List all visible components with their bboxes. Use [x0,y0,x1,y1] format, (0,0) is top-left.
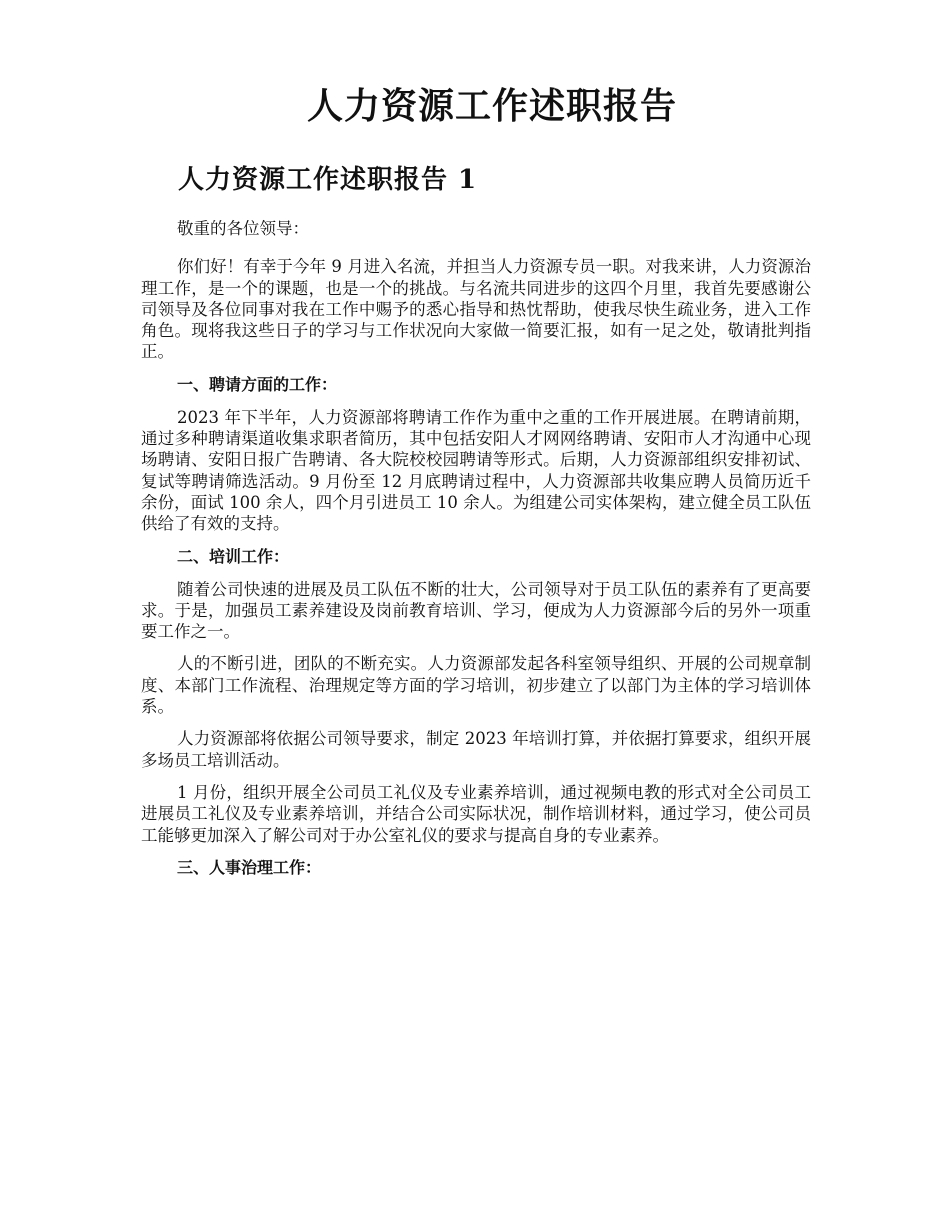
document-title: 人力资源工作述职报告 [306,85,677,127]
heading-training: 二、培训工作： [177,546,290,566]
salutation: 敬重的各位领导： [177,219,309,238]
recruitment-paragraph: 2023 年下半年，人力资源部将聘请工作作为重中之重的工作开展进展。在聘请前期，通过多种聘请渠道收集求职者简历，其中包括安阳人才网网络聘请、安阳市人才沟通中心现场聘请、安阳日报广告聘请、各大院校校园聘请等形式。后期，人力资源部组织安排初试、复试等聘请筛选活动。9 月份至 12 月底聘请过程中，人力资源部共收集应聘人员简历近千余份，面试 100 余人，四个月引进员工 10 余人。为组建公司实体架构，建立健全员工队伍供给了有效的支持。 [141,407,811,534]
training-paragraph-2: 人的不断引进，团队的不断充实。人力资源部发起各科室领导组织、开展的公司规章制度、本部门工作流程、治理规定等方面的学习培训，初步建立了以部门为主体的学习培训体系。 [141,654,811,717]
section-title: 人力资源工作述职报告 1 [178,165,478,195]
training-paragraph-1: 随着公司快速的进展及员工队伍不断的壮大，公司领导对于员工队伍的素养有了更高要求。于是，加强员工素养建设及岗前教育培训、学习，便成为人力资源部今后的另外一项重要工作之一。 [141,579,811,642]
heading-recruitment: 一、聘请方面的工作： [177,374,338,394]
document-body [141,218,811,890]
intro-paragraph: 你们好！有幸于今年 9 月进入名流，并担当人力资源专员一职。对我来讲，人力资源治理工作，是一个的课题，也是一个的挑战。与名流共同进步的这四个月里，我首先要感谢公司领导及各位同事对我在工作中赐予的悉心指导和热忱帮助，使我尽快生疏业务，进入工作角色。现将我这些日子的学习与工作状况向大家做一简要汇报，如有一足之处，敬请批判指正。 [141,257,811,362]
heading-personnel: 三、人事治理工作： [177,857,322,877]
training-paragraph-4: 1 月份，组织开展全公司员工礼仪及专业素养培训，通过视频电教的形式对全公司员工进展员工礼仪及专业素养培训，并结合公司实际状况，制作培训材料，通过学习，使公司员工能够更加深入了解公司对于办公室礼仪的要求与提高自身的专业素养。 [141,782,811,845]
training-paragraph-3: 人力资源部将依据公司领导要求，制定 2023 年培训打算，并依据打算要求，组织开展多场员工培训活动。 [141,729,811,770]
